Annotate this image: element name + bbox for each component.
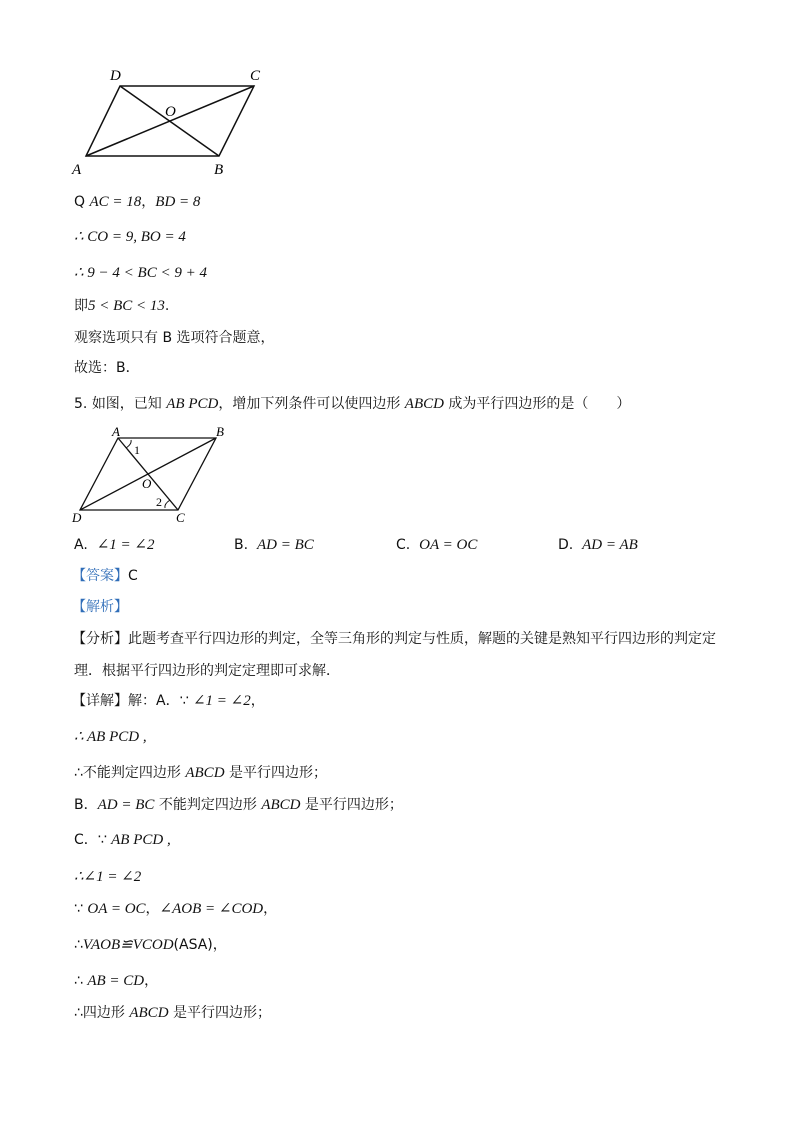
math-abcd: ABCD [261,797,301,813]
detail-text: 是平行四边形； [168,1005,271,1021]
math-oa-oc: OA = OC [87,901,146,917]
label-two: 2 [156,495,162,509]
detail-line-6: ∴∠1 = ∠2 [74,869,142,885]
math-angle-aob: ∠AOB = ∠COD [159,901,264,917]
solution-line-3: ∴ 9 − 4 < BC < 9 + 4 [74,265,207,281]
label-b: B [214,162,224,178]
detail-line-8 [74,936,227,954]
solution-line-6: 故选：B． [74,360,140,376]
detail-text: C．∵ [74,832,112,848]
math-abcd: ABCD [129,1005,169,1021]
comma: ， [212,937,227,953]
label-c: C [250,68,261,84]
detail-line-3 [74,764,327,782]
math-abcd: ABCD [404,396,444,412]
question-text-1: 如图，已知 [91,396,167,412]
math-abcd: ABCD [185,765,225,781]
xiangjie-tag: 【详解】 [72,693,128,709]
fenxi-text-1: 此题考查平行四边形的判定，全等三角形的判定与性质，解题的关键是熟知平行四边形的判定定 [128,631,716,647]
detail-line-2: ∴ AB PCD , [74,729,147,745]
option-a-expr: ∠1 = ∠2 [96,537,155,553]
detail-line-5 [74,831,171,849]
fenxi-tag: 【分析】 [72,631,128,647]
detail-text: 是平行四边形； [300,797,403,813]
therefore-symbol: ∴ [74,937,83,953]
comma: ， [141,194,156,210]
comma: ， [144,973,159,989]
question-number: 5. [74,396,88,412]
label-d-2: D [72,510,82,525]
solution-line-5: 观察选项只有 B 选项符合题意， [74,330,275,346]
question-text-3: 成为平行四边形的是（ ） [443,396,631,412]
question-text-2: ，增加下列条件可以使四边形 [218,396,405,412]
therefore-symbol: ∴ [74,973,88,989]
math-ac: AC = 18 [89,194,142,210]
detail-line-4 [74,796,403,814]
comma: ， [145,901,160,917]
option-d [558,536,638,554]
option-b-letter: B. [234,537,249,553]
diagonal-bd [120,86,219,156]
math-angle-eq: ∠1 = ∠2 [192,693,251,709]
math-bd: BD = 8 [155,194,201,210]
math-ab-pcd: AB PCD [166,396,219,412]
option-a-letter: A. [74,537,88,553]
asa-label: (ASA) [173,937,213,953]
diagonal-ac-2 [118,438,178,510]
angle-1-mark [126,440,131,448]
option-b-expr: AD = BC [256,537,314,553]
math-range: 5 < BC < 13 [88,298,165,314]
label-one: 1 [134,443,140,457]
label-o-2: O [142,476,152,491]
option-b [234,536,314,554]
answer-value: C [128,568,138,584]
detail-text: ∴不能判定四边形 [74,765,186,781]
math-ab-cd: AB = CD [87,973,145,989]
figure-parallelogram-2 [66,424,236,526]
figure-parallelogram-1 [70,64,280,182]
detail-text: 解：A．∵ [128,693,193,709]
comma: ， [263,901,278,917]
comma: ， [250,693,265,709]
solution-line-2: ∴ CO = 9, BO = 4 [74,229,186,245]
angle-2-mark [165,500,170,508]
math-congruent: VAOB≌VCOD [82,937,174,953]
label-c-2: C [176,510,185,525]
analysis-tag: 【解析】 [72,599,128,615]
answer-tag: 【答案】 [72,568,128,584]
math-ad-bc: AD = BC [97,797,155,813]
label-a: A [72,162,82,178]
answer-line [72,567,138,585]
option-c-expr: OA = OC [419,537,478,553]
option-a [74,536,154,554]
option-c [396,536,477,554]
period: . [164,298,170,314]
detail-line-7 [74,900,277,918]
detail-text: ∴四边形 [74,1005,130,1021]
option-d-expr: AD = AB [582,537,638,553]
label-a-2: A [112,424,120,439]
question-5 [74,395,630,413]
detail-line-9 [74,972,158,990]
label-o: O [165,104,176,120]
detail-line-1 [72,692,265,710]
fenxi-line-1 [72,630,716,648]
solution-line-1 [74,193,200,211]
detail-text: 不能判定四边形 [154,797,262,813]
detail-text: B． [74,797,98,813]
option-d-letter: D. [558,537,574,553]
label-b-2: B [216,424,224,439]
because-symbol: ∵ [74,901,88,917]
math-ab-pcd: AB PCD , [111,832,171,848]
option-c-letter: C. [396,537,411,553]
solution-line-4 [74,297,169,315]
detail-line-10 [74,1004,271,1022]
detail-text: 是平行四边形； [224,765,327,781]
fenxi-line-2: 理．根据平行四边形的判定定理即可求解． [74,663,340,679]
ji-text: 即 [74,298,88,314]
because-symbol: Q [74,194,90,210]
label-d: D [110,68,121,84]
